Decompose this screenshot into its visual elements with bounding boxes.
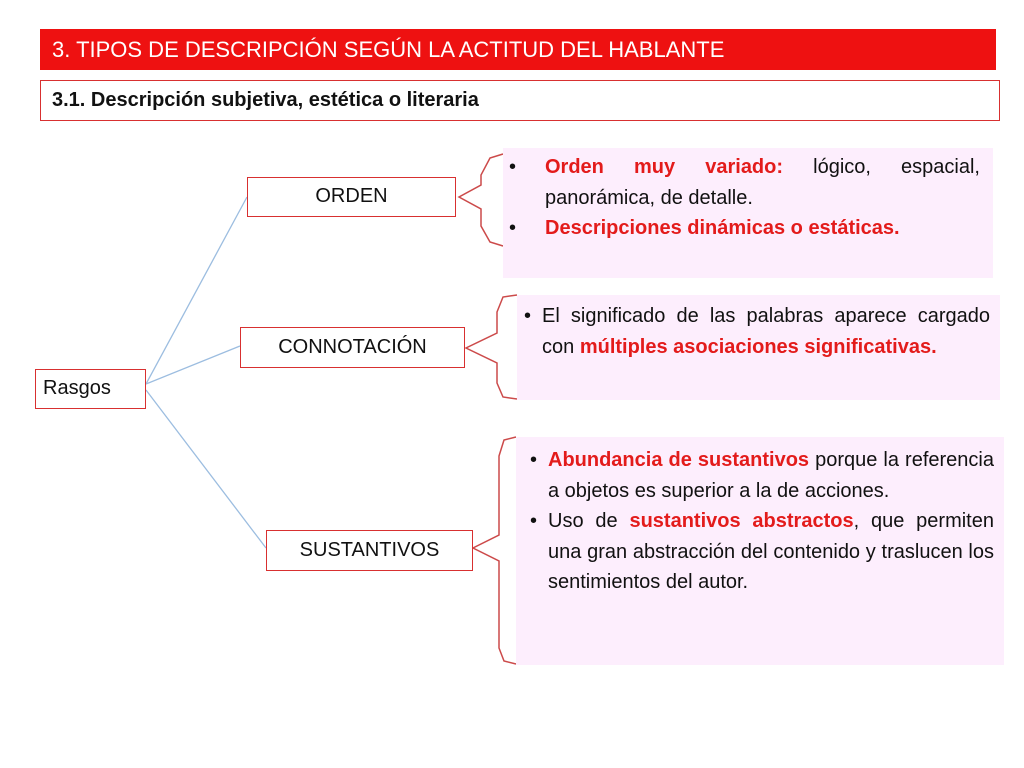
branch-node-label: SUSTANTIVOS bbox=[299, 539, 440, 561]
branch-node-orden bbox=[247, 177, 456, 217]
emphasis-text: sustantivos abstractos bbox=[629, 510, 854, 532]
body-text: , que permiten una gran abstracción del contenido y traslucen los sentimientos del autor. bbox=[548, 510, 994, 593]
emphasis-text: Abundancia de sustantivos bbox=[548, 449, 810, 471]
detail-panel-sustantivos bbox=[516, 437, 1004, 665]
bullet-item bbox=[522, 301, 990, 362]
connector-line-connotacion bbox=[146, 346, 240, 384]
section-subtitle: 3.1. Descripción subjetiva, estética o literaria bbox=[40, 80, 1000, 121]
bullet-item bbox=[528, 506, 994, 598]
detail-panel-orden bbox=[503, 148, 993, 278]
bullet-item bbox=[503, 213, 980, 244]
emphasis-text: Orden muy variado: bbox=[545, 156, 784, 178]
connector-line-sustantivos bbox=[146, 390, 266, 548]
body-text: porque la referencia a objetos es superior a la de acciones. bbox=[548, 449, 994, 502]
bullet-list bbox=[522, 301, 990, 362]
root-node-label: Rasgos bbox=[43, 377, 111, 399]
bullet-item bbox=[528, 445, 994, 506]
slide-title: 3. TIPOS DE DESCRIPCIÓN SEGÚN LA ACTITUD DEL HABLANTE bbox=[40, 29, 996, 70]
body-text: Uso de bbox=[548, 510, 630, 532]
bullet-list bbox=[528, 445, 994, 598]
body-text: El significado de las palabras aparece cargado con bbox=[542, 305, 990, 358]
bracket-sustantivos bbox=[473, 437, 516, 664]
bracket-orden bbox=[459, 154, 503, 246]
detail-panel-connotacion bbox=[517, 295, 1000, 400]
branch-node-connotacion bbox=[240, 327, 465, 368]
root-node-rasgos bbox=[35, 369, 146, 409]
bullet-list bbox=[503, 152, 980, 244]
branch-node-label: CONNOTACIÓN bbox=[278, 336, 427, 358]
body-text: lógico, espacial, panorámica, de detalle. bbox=[545, 156, 980, 209]
emphasis-text: múltiples asociaciones significativas. bbox=[579, 335, 937, 358]
bracket-connotacion bbox=[466, 295, 517, 399]
emphasis-text: Descripciones dinámicas o estáticas. bbox=[545, 217, 900, 239]
bullet-item bbox=[503, 152, 980, 213]
branch-node-label: ORDEN bbox=[315, 185, 388, 207]
connector-line-orden bbox=[146, 197, 247, 384]
branch-node-sustantivos bbox=[266, 530, 473, 571]
